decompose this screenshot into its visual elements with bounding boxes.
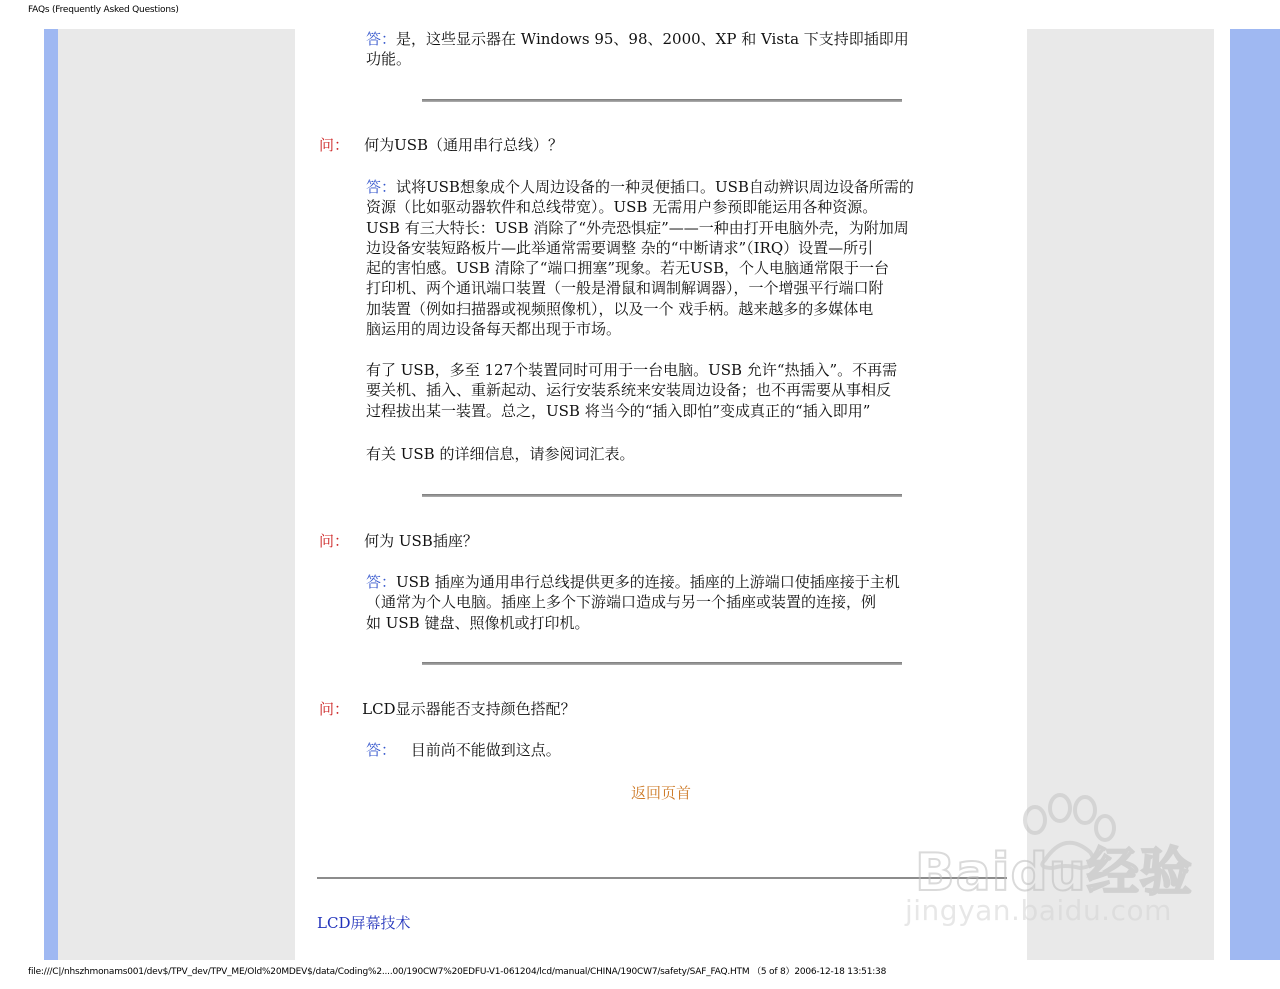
- question-usb: [319, 134, 563, 155]
- answer-line: 脑运用的周边设备每天都出现于市场。: [366, 320, 622, 339]
- question-marker: 问：: [319, 136, 350, 154]
- top-answer: [366, 29, 986, 70]
- answer-color: [366, 740, 561, 760]
- answer-marker: 答：: [366, 178, 397, 196]
- answer-line: 目前尚不能做到这点。: [410, 741, 561, 759]
- answer-line: 要关机、插入、重新起动、运行安装系统来安装周边设备；也不再需要从事相反: [366, 381, 892, 400]
- answer-line: 过程拔出某一装置。总之，USB 将当今的“插入即怕”变成真正的“插入即用”: [366, 401, 871, 420]
- watermark-url: jingyan.baidu.com: [905, 894, 1172, 927]
- answer-usb-p3: [366, 444, 986, 464]
- separator-rule: [422, 494, 902, 497]
- answer-line: （通常为个人电脑。插座上多个下游端口造成与另一个插座或装置的连接，例: [366, 593, 877, 612]
- answer-usb-p2: [366, 360, 986, 421]
- answer-line: 有关 USB 的详细信息，请参阅词汇表。: [366, 445, 635, 463]
- lcd-tech-link[interactable]: LCD屏幕技术: [317, 914, 411, 932]
- answer-line: USB 有三大特长：USB 消除了“外壳恐惧症”——一种由打开电脑外壳，为附加周: [366, 218, 909, 237]
- separator-rule: [422, 99, 902, 102]
- right-white-band: [1214, 29, 1230, 960]
- back-to-top-link[interactable]: 返回页首: [631, 784, 692, 802]
- question-text: 何为USB（通用串行总线）？: [364, 136, 564, 154]
- separator-rule: [422, 662, 902, 665]
- question-color: [319, 698, 576, 719]
- answer-line: 功能。: [366, 50, 412, 69]
- question-usb-hub: [319, 530, 478, 551]
- answer-usb-hub: [366, 572, 986, 633]
- answer-marker: 答：: [366, 30, 397, 48]
- answer-marker: 答：: [366, 573, 397, 591]
- answer-line: 资源（比如驱动器软件和总线带宽）。USB 无需用户参预即能运用各种资源。: [366, 198, 878, 217]
- watermark-brand: Baidu经验: [915, 843, 1193, 903]
- left-gray-band: [58, 29, 295, 960]
- right-blue-band: [1230, 29, 1280, 960]
- print-footer: file:///C|/nhszhmonams001/dev$/TPV_dev/TPV_ME/Old%20MDEV$/data/Coding%2....00/190CW7%20EDFU-V1-061204/lcd/manual/CHINA/190CW7/safety/SAF_FAQ.HTM （5 of 8）2006-12-18 13:51:38: [28, 967, 887, 977]
- question-marker: 问：: [319, 700, 350, 718]
- answer-line: 如 USB 键盘、照像机或打印机。: [366, 613, 590, 632]
- answer-line: 边设备安装短路板片—此举通常需要调整 杂的“中断请求”（IRQ）设置—所引: [366, 238, 874, 257]
- left-blue-band: [44, 29, 58, 960]
- watermark: [905, 790, 1215, 940]
- answer-marker: 答：: [366, 741, 397, 759]
- section-divider: [317, 877, 1007, 879]
- answer-line: 起的害怕感。USB 清除了“端口拥塞”现象。若无USB，个人电脑通常限于一台: [366, 259, 889, 278]
- question-text: 何为 USB插座？: [364, 532, 478, 550]
- answer-line: USB 插座为通用串行总线提供更多的连接。插座的上游端口使插座接于主机: [396, 573, 900, 591]
- answer-line: 是，这些显示器在 Windows 95、98、2000、XP 和 Vista 下支持即插即用: [396, 30, 909, 48]
- answer-line: 打印机、两个通讯端口装置（一般是滑鼠和调制解调器），一个增强平行端口附: [366, 279, 884, 298]
- print-header: FAQs (Frequently Asked Questions): [28, 5, 179, 15]
- answer-line: 试将USB想象成个人周边设备的一种灵便插口。USB自动辨识周边设备所需的: [396, 178, 914, 196]
- answer-line: 有了 USB，多至 127个装置同时可用于一台电脑。USB 允许“热插入”。不再需: [366, 361, 898, 379]
- answer-line: 加装置（例如扫描器或视频照像机），以及一个 戏手柄。越来越多的多媒体电: [366, 299, 874, 318]
- question-marker: 问：: [319, 532, 350, 550]
- question-text: LCD显示器能否支持颜色搭配？: [362, 700, 576, 718]
- answer-usb: [366, 177, 986, 339]
